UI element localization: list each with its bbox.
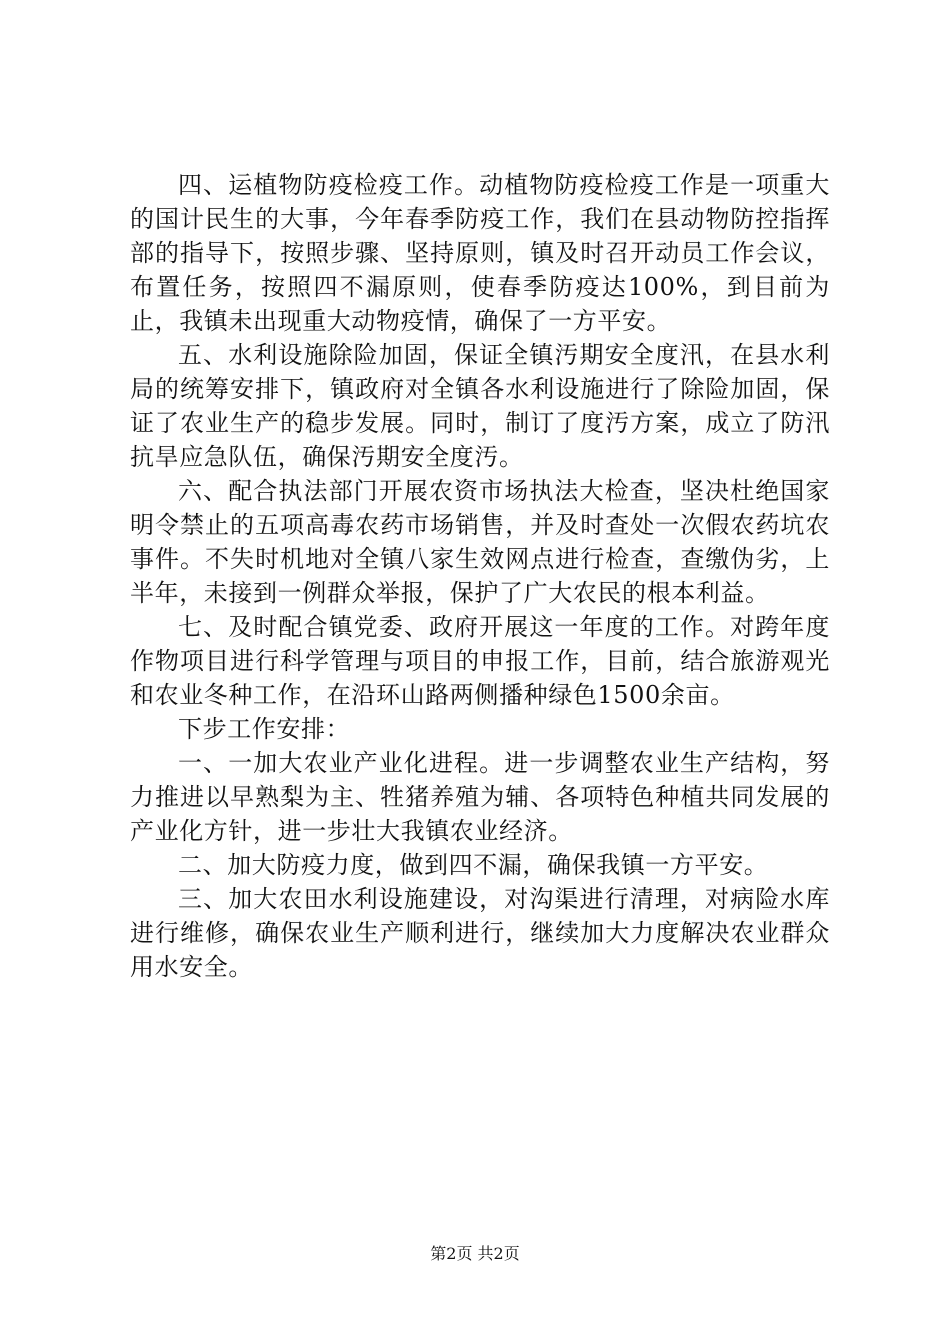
paragraph-law-enforcement: 六、配合执法部门开展农资市场执法大检查，坚决杜绝国家明令禁止的五项高毒农药市场销售，并及时查处一次假农药坑农事件。不失时机地对全镇八家生效网点进行检查，查缴伪劣，上半年，未接到一例群众举报，保护了广大农民的根本利益。 (130, 477, 830, 607)
paragraph-next-step-1: 一、一加大农业产业化进程。进一步调整农业生产结构，努力推进以早熟梨为主、牲猪养殖为辅、各项特色种植共同发展的产业化方针，进一步壮大我镇农业经济。 (130, 749, 830, 845)
paragraph-next-step-3: 三、加大农田水利设施建设，对沟渠进行清理，对病险水库进行维修，确保农业生产顺利进行，继续加大力度解决农业群众用水安全。 (130, 885, 830, 981)
document-body (130, 168, 830, 984)
paragraph-next-steps-heading: 下步工作安排： (178, 715, 351, 743)
page-footer: 第2页 共2页 (430, 1244, 520, 1263)
paragraph-water-conservancy: 五、水利设施除险加固，保证全镇汚期安全度汛，在县水利局的统筹安排下，镇政府对全镇各水利设施进行了除险加固，保证了农业生产的稳步发展。同时，制订了度汚方案，成立了防汛抗旱应急队伍，确保汚期安全度汚。 (130, 341, 830, 471)
paragraph-annual-work: 七、及时配合镇党委、政府开展这一年度的工作。对跨年度作物项目进行科学管理与项目的申报工作，目前，结合旅游观光和农业冬种工作，在沿环山路两侧播种绿色1500余亩。 (130, 613, 830, 709)
paragraph-next-step-2: 二、加大防疫力度，做到四不漏，确保我镇一方平安。 (178, 851, 769, 879)
paragraph-epidemic-prevention: 四、运植物防疫检疫工作。动植物防疫检疫工作是一项重大的国计民生的大事，今年春季防疫工作，我们在县动物防控指挥部的指导下，按照步骤、坚持原则，镇及时召开动员工作会议，布置任务，按照四不漏原则，使春季防疫达100%，到目前为止，我镇未出现重大动物疫情，确保了一方平安。 (130, 171, 830, 335)
